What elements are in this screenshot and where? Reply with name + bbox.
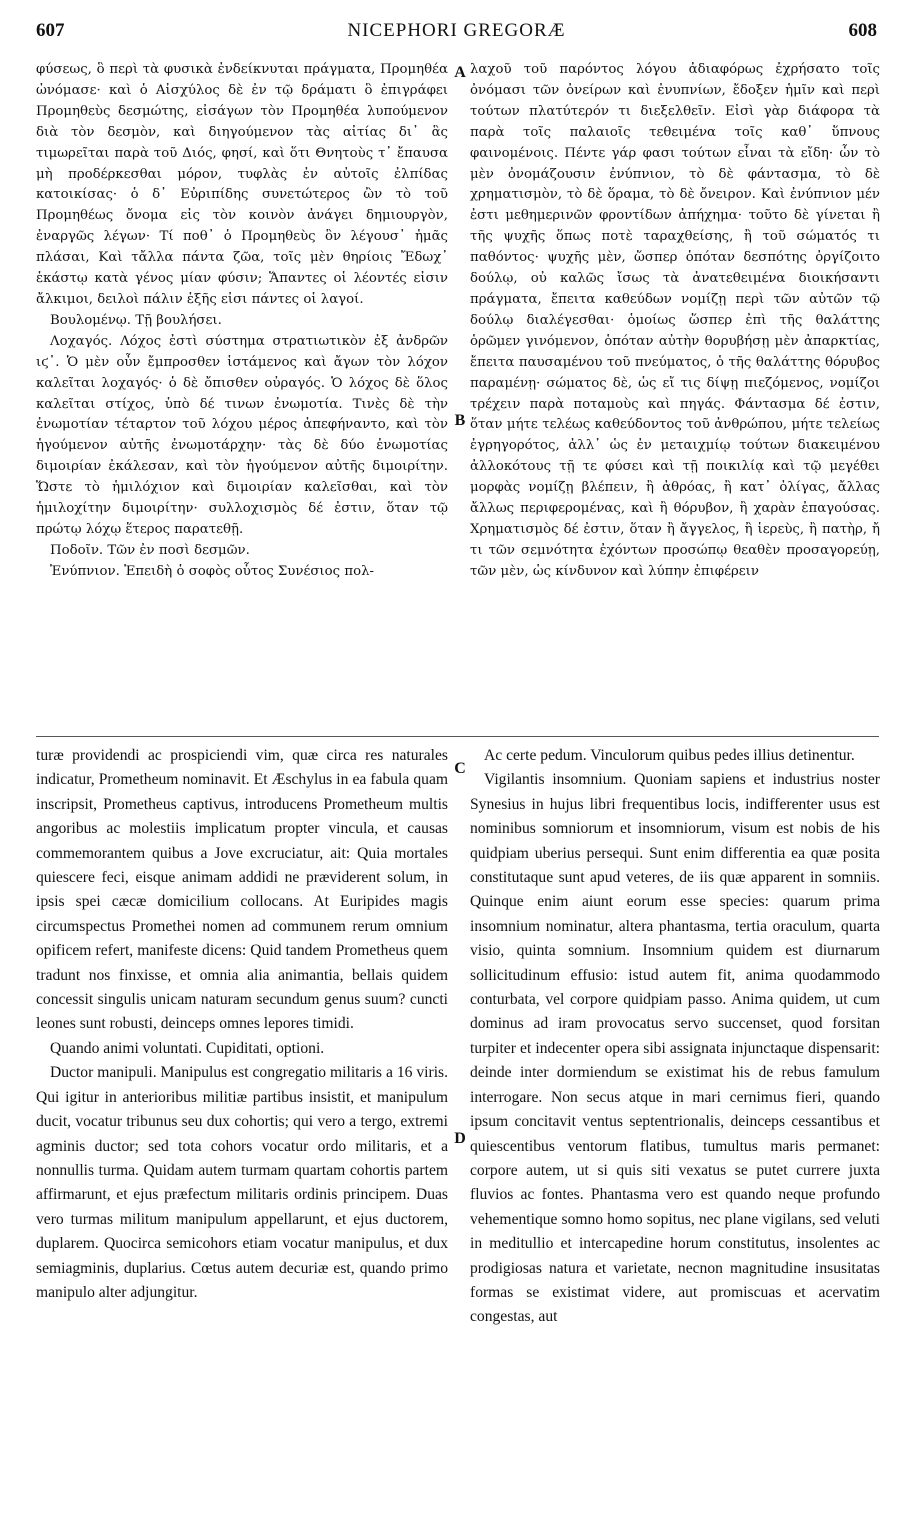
greek-paragraph: λαχοῦ τοῦ παρόντος λόγου ἀδιαφόρως ἐχρήσατο τοῖς ὀνόμασι τῶν ὀνείρων καὶ ἐνυπνίων, ἔδοξεν ἡμῖν καὶ περὶ τούτων πλατύτερόν τι διεξελθεῖν. Εἰσὶ γὰρ διάφορα τὰ παρὰ τοῖς παλαιοῖς τεθειμένα τοῖς καθ᾽ ὕπνους φαινομένοις. Πέντε γάρ φασι τούτων εἶναι τὰ εἴδη· ὧν τὸ μὲν ὀνομάζουσιν ἐνύπνιον, τὸ δὲ φάντασμα, τὸ δὲ χρηματισμὸν, τὸ δὲ ὅραμα, τὸ δὲ ὄνειρον. Καὶ ἐνύπνιον μέν ἐστι μεθημερινῶν φροντίδων ἀπήχημα· τοῦτο δὲ γίνεται ἢ τῆς ψυχῆς ὅπως ποτὲ ταραχθείσης, ἢ τοῦ σώματός τι παθόντος· ψυχῆς μὲν, ὥσπερ ὁπόταν δεσπότης ὀργίζοιτο δούλῳ, οὐ καλῶς ἴσως τὰ ἀνατεθειμένα διοικήσαντι πράγματα, ἔπειτα καθεύδων νομίζῃ περὶ τῶν αὐτῶν τῷ δούλῳ διαλέγεσθαι· ὁμοίως ὥσπερ ἐπὶ τῆς θαλάττης ὁρῶμεν γινόμενον, ὁπόταν αὐτὴν θορυβήσῃ μὲν ἀπαρκτίας, ἔπειτα παυσαμένου τοῦ πνεύματος, ὁ τῆς θαλάττης θόρυβος παραμένῃ· σώματος δὲ, ὡς εἴ τις δίψῃ πιεζόμενος, νομίζοι τρέχειν παρὰ ποταμοὺς καὶ πηγάς. Φάντασμα δέ ἐστιν, ὅταν μήτε τελέως καθεύδοντος τοῦ ἀνθρώπου, μήτε τελείως ἐγρηγορότος, ἀλλ᾽ ὡς ἐν μεταιχμίῳ τούτων διακειμένου ἀλλοκότους τῇ τε φύσει καὶ τῇ ποικιλίᾳ καὶ τῷ μεγέθει μορφὰς νομίζῃ βλέπειν, ἢ ἀθρόας, ἢ κατ᾽ ὀλίγας, ἄλλας ἄλλως περιφερομένας, καὶ ἢ θόρυβον, ἢ χαρὰν ἐπαγούσας. Χρηματισμὸς δέ ἐστιν, ὅταν ἢ ἄγγελος, ἢ ἱερεὺς, ἢ πατὴρ, ἤ τι τῶν σεμνότητα ἐχόντων προσώπῳ θεαθὲν προσαγορεύῃ, τῶν μὲν, ὡς κίνδυνον καὶ λύπην ἐπιφέρειν [470, 62, 880, 579]
greek-paragraph: Λοχαγός. Λόχος ἐστὶ σύστημα στρατιωτικὸν ἐξ ἀνδρῶν ιϛ᾽. Ὁ μὲν οὖν ἔμπροσθεν ἱστάμενος καὶ ἄγων τὸν λόχον καλεῖται λοχαγός· ὁ δὲ ὄπισθεν οὐραγός. Ὁ λόχος δὲ ὅλος καλεῖται στίχος, ὑπὸ δέ τινων ἐνωμοτία. Τινὲς δὲ τὴν ἐνωμοτίαν τέταρτον τοῦ λόχου μέρος ἀπεφήναντο, καὶ τὸν ἡγούμενον αὐτῆς ἐνωμοτάρχην· τὰς δὲ δύο ἐνωμοτίας διμοιρίαν ἐκάλεσαν, καὶ τὸν ἡγούμενον αὐτῆς διμοιρίτην. Ὥστε τὸ ἡμιλόχιον καὶ διμοιρίαν καλεῖσθαι, καὶ τὸν ἡμιλοχίτην διμοιρίτην· συλλοχισμὸς δέ ἐστιν, ὅταν τῷ πρώτῳ λόχῳ ἕτερος παρατεθῇ. [36, 333, 448, 537]
margin-letter-b: B [454, 412, 466, 429]
latin-paragraph: Ac certe pedum. Vinculorum quibus pedes illius detinentur. [484, 747, 855, 764]
page-header [36, 14, 877, 48]
margin-letter-c: C [454, 760, 466, 777]
block-divider [36, 736, 879, 737]
page-number-right: 608 [848, 20, 877, 41]
greek-paragraph: Βουλομένῳ. Τῇ βουλήσει. [50, 312, 222, 328]
margin-letter-d: D [454, 1130, 466, 1147]
greek-paragraph: φύσεως, ὃ περὶ τὰ φυσικὰ ἐνδείκνυται πράγματα, Προμηθέα ὠνόμασε· καὶ ὁ Αἰσχύλος δὲ ἐν τῷ δράματι ὃ ἐπιγράφει Προμηθεὺς δεσμώτης, εἰσάγων τὸν Προμηθέα λυπούμενον διὰ τὸν δεσμὸν, καὶ διηγούμενον τὰς αἰτίας δι᾽ ἃς τιμωρεῖται παρὰ τοῦ Διός, φησί, καὶ ὅτι Θνητοὺς τ᾽ ἔπαυσα μὴ προδέρκεσθαι μόρον, τυφλὰς ἐν αὐτοῖς ἐλπίδας κατοικίσας· ὁ δ᾽ Εὐριπίδης συνετώτερος ὢν τὸ τοῦ Προμηθέως ὄνομα εἰς τὸν κοινὸν ἀνάγει δημιουργὸν, ἐναργῶς λέγων· Τί ποθ᾽ ὁ Προμηθεὺς ὃν λέγουσ᾽ ἡμᾶς πλάσαι, Καὶ τἄλλα πάντα ζῶα, τοῖς μὲν θηρίοις Ἔδωχ᾽ ἑκάστῳ κατὰ γένος μίαν φύσιν; Ἅπαντες οἱ λέοντές εἰσιν ἄλκιμοι, δειλοὶ πάλιν ἑξῆς εἰσι πάντες οἱ λαγοί. [36, 62, 448, 307]
running-title: NICEPHORI GREGORÆ [347, 20, 566, 41]
latin-paragraph: Vigilantis insomnium. Quoniam sapiens et industrius noster Synesius in hujus libri frequentibus locis, indifferenter usus est nominibus somniorum et insomniorum, visum est nobis de his quidpiam uberius persequi. Sunt enim differentia ea quæ posita constitutaque sunt apud veteres, de iis quæ apparent in somniis. Quinque enim aiunt eorum esse species: quarum prima insomnium nominatur, altera phantasma, tertia oraculum, quarta visio, quinta somnium. Insomnium quidem est diurnarum sollicitudinum effusio: istud autem fit, anima quodammodo conturbata, vel corpore quidpiam passo. Anima quidem, ut cum dominus ad iram provocatus servo succenset, quod forsitan turpiter et indecenter opera sibi assignata injunctaque dispensarit: deinde inter dormiendum se existimat his de rebus famulum interrogare. Non secus atque in mari cernimus fieri, quando ipsum concitavit ventus septentrionalis, deinceps cessantibus et quiescentibus ventorum flatibus, tumultus maris permanet: corpore autem, ut si quis siti vexatus se putet currere juxta fluvios ac fontes. Phantasma vero est quando neque profundo vehementique somno homo sopitus, nec plane vigilans, sed veluti in meditullio et intercapedine horum constitutus, insolentes ac prodigiosas natura et varietate, necnon magnitudine insusitatas formas se existimat videre, aut promiscuas et acervatim congestas, aut [470, 771, 880, 1326]
page-number-left: 607 [36, 20, 65, 41]
margin-letter-a: A [454, 64, 466, 81]
latin-paragraph: turæ providendi ac prospiciendi vim, quæ circa res naturales indicatur, Prometheum nominavit. Et Æschylus in ea fabula quam inscripsit, Prometheus captivus, introducens Prometheum multis angoribus ac molestiis implicatum propter vincula, et causas commemorantem quibus a Jove excruciatur, ait: Quia mortales quiescere feci, eisque animam addidi ne præviderent solum, in ipsis spei cæcæ domicilium collocans. At Euripides magis circumspectus Promethei nomen ad communem rerum omnium opificem refert, manifeste dicens: Quid tandem Prometheus quem tradunt nos finxisse, et omnia alia animantia, bellais quidem concessit singulis unicam naturam secundum genus suum? cuncti leones sunt robusti, deinceps omnes lepores timidi. [36, 747, 448, 1033]
latin-column-right [470, 744, 880, 1514]
greek-column-right [470, 60, 880, 728]
latin-paragraph: Quando animi voluntati. Cupiditati, optioni. [50, 1039, 325, 1057]
greek-column-left [36, 60, 448, 728]
greek-paragraph: Ποδοῖν. Τῶν ἐν ποσὶ δεσμῶν. [50, 542, 250, 558]
greek-paragraph: Ἐνύπνιον. Ἐπειδὴ ὁ σοφὸς οὗτος Συνέσιος πολ- [50, 563, 374, 579]
latin-column-left [36, 744, 448, 1514]
latin-paragraph: Ductor manipuli. Manipulus est congregatio militaris a 16 viris. Qui igitur in anterioribus militiæ partibus insistit, et manipulum ducit, vocatur tribunus seu dux cohortis; qui vero a tergo, extremi agminis ductor; sed tota cohors vocatur ordo militaris, et a nonnullis turma. Quidam autem turmam quartam cohortis partem affirmarunt, et ejus præfectum militaris ordinis principem. Duas vero turmas militum manipulum appellarunt, et ejus ductorem, duplarem. Quocirca semicohors etiam vocatur manipulus, et dux semiagminis, duplarius. Cœtus autem decuriæ est, quando primo manipulo alter adjungitur. [36, 1064, 448, 1301]
